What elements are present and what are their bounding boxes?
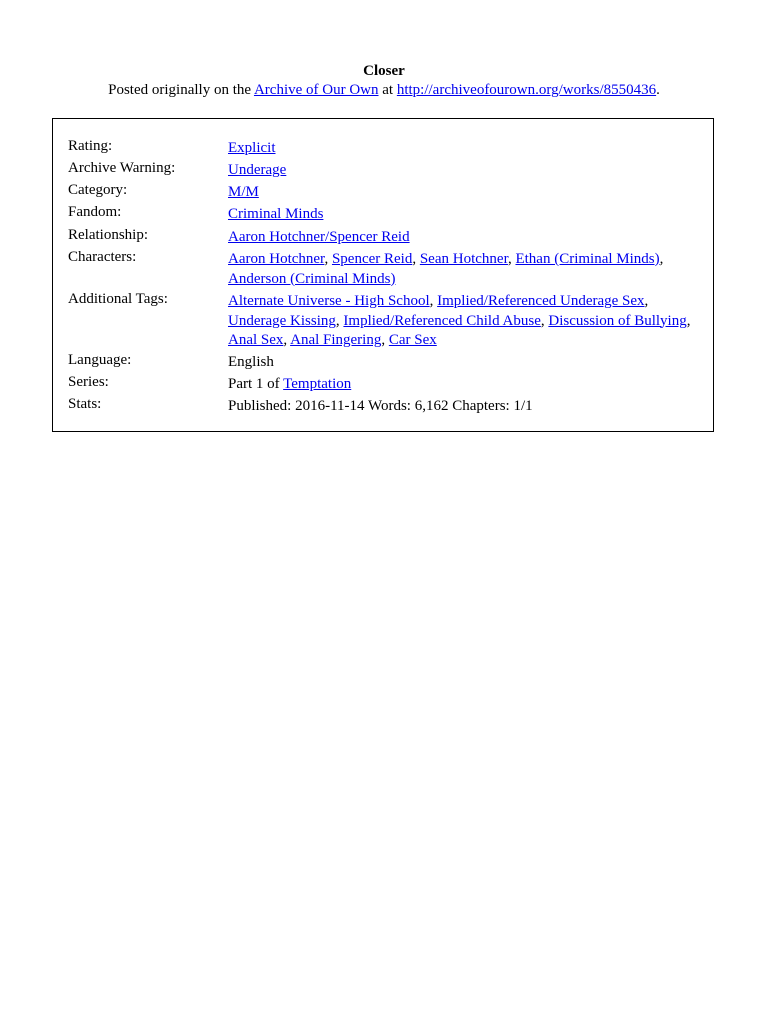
relationship-label: Relationship:	[68, 227, 148, 243]
stats-label: Stats:	[68, 396, 102, 412]
tag-separator: ,	[429, 293, 438, 309]
freeform-tag[interactable]: Implied/Referenced Child Abuse	[343, 312, 541, 329]
additional-tags-list	[228, 292, 706, 351]
freeform-tag[interactable]: Discussion of Bullying	[548, 312, 687, 329]
freeform-tag[interactable]: Underage Kissing	[228, 312, 336, 329]
tag-separator: ,	[659, 251, 664, 267]
fandom-tag[interactable]: Criminal Minds	[228, 206, 324, 222]
metadata-box	[52, 118, 714, 432]
tag-separator: ,	[283, 332, 291, 348]
freeform-tag[interactable]: Implied/Referenced Underage Sex	[437, 293, 645, 309]
category-tag[interactable]: M/M	[228, 184, 259, 200]
series-prefix: Part 1 of	[228, 376, 284, 392]
archive-link[interactable]: Archive of Our Own	[253, 82, 379, 98]
work-title: Closer	[363, 63, 405, 79]
tag-separator: ,	[335, 312, 344, 329]
tag-separator: ,	[507, 251, 516, 267]
characters-list	[228, 250, 706, 289]
additional-tags-label: Additional Tags:	[68, 291, 168, 307]
tag-separator: ,	[324, 251, 332, 267]
freeform-tag[interactable]: Car Sex	[388, 332, 437, 348]
tag-separator: ,	[381, 332, 389, 348]
stats-value: Published: 2016-11-14 Words: 6,162 Chapters: 1/1	[228, 398, 533, 414]
rating-label: Rating:	[68, 138, 113, 154]
work-header	[0, 62, 768, 100]
posted-prefix: Posted originally on the	[108, 82, 254, 98]
character-tag[interactable]: Ethan (Criminal Minds)	[515, 251, 660, 267]
category-label: Category:	[68, 182, 128, 198]
posted-line	[0, 81, 768, 100]
tag-separator: ,	[412, 251, 420, 267]
at-text: at	[378, 82, 397, 98]
characters-label: Characters:	[68, 249, 137, 265]
series-link[interactable]: Temptation	[283, 376, 352, 392]
language-value: English	[228, 354, 274, 370]
tag-separator: ,	[686, 312, 691, 329]
freeform-tag[interactable]: Anal Sex	[228, 332, 284, 348]
rating-tag[interactable]: Explicit	[228, 140, 276, 156]
relationship-tag[interactable]: Aaron Hotchner/Spencer Reid	[228, 229, 410, 245]
work-url-link[interactable]: http://archiveofourown.org/works/8550436	[396, 82, 657, 98]
tag-separator: ,	[644, 293, 649, 309]
tag-separator: ,	[540, 312, 549, 329]
warning-label: Archive Warning:	[68, 160, 176, 176]
character-tag[interactable]: Aaron Hotchner	[228, 251, 325, 267]
fandom-label: Fandom:	[68, 204, 122, 220]
warning-tag[interactable]: Underage	[228, 162, 287, 178]
character-tag[interactable]: Sean Hotchner	[419, 251, 508, 267]
language-label: Language:	[68, 352, 132, 368]
period: .	[656, 82, 660, 98]
character-tag[interactable]: Spencer Reid	[331, 251, 413, 267]
character-tag[interactable]: Anderson (Criminal Minds)	[228, 270, 396, 287]
freeform-tag[interactable]: Alternate Universe - High School	[228, 293, 430, 309]
freeform-tag[interactable]: Anal Fingering	[290, 332, 382, 348]
series-label: Series:	[68, 374, 109, 390]
